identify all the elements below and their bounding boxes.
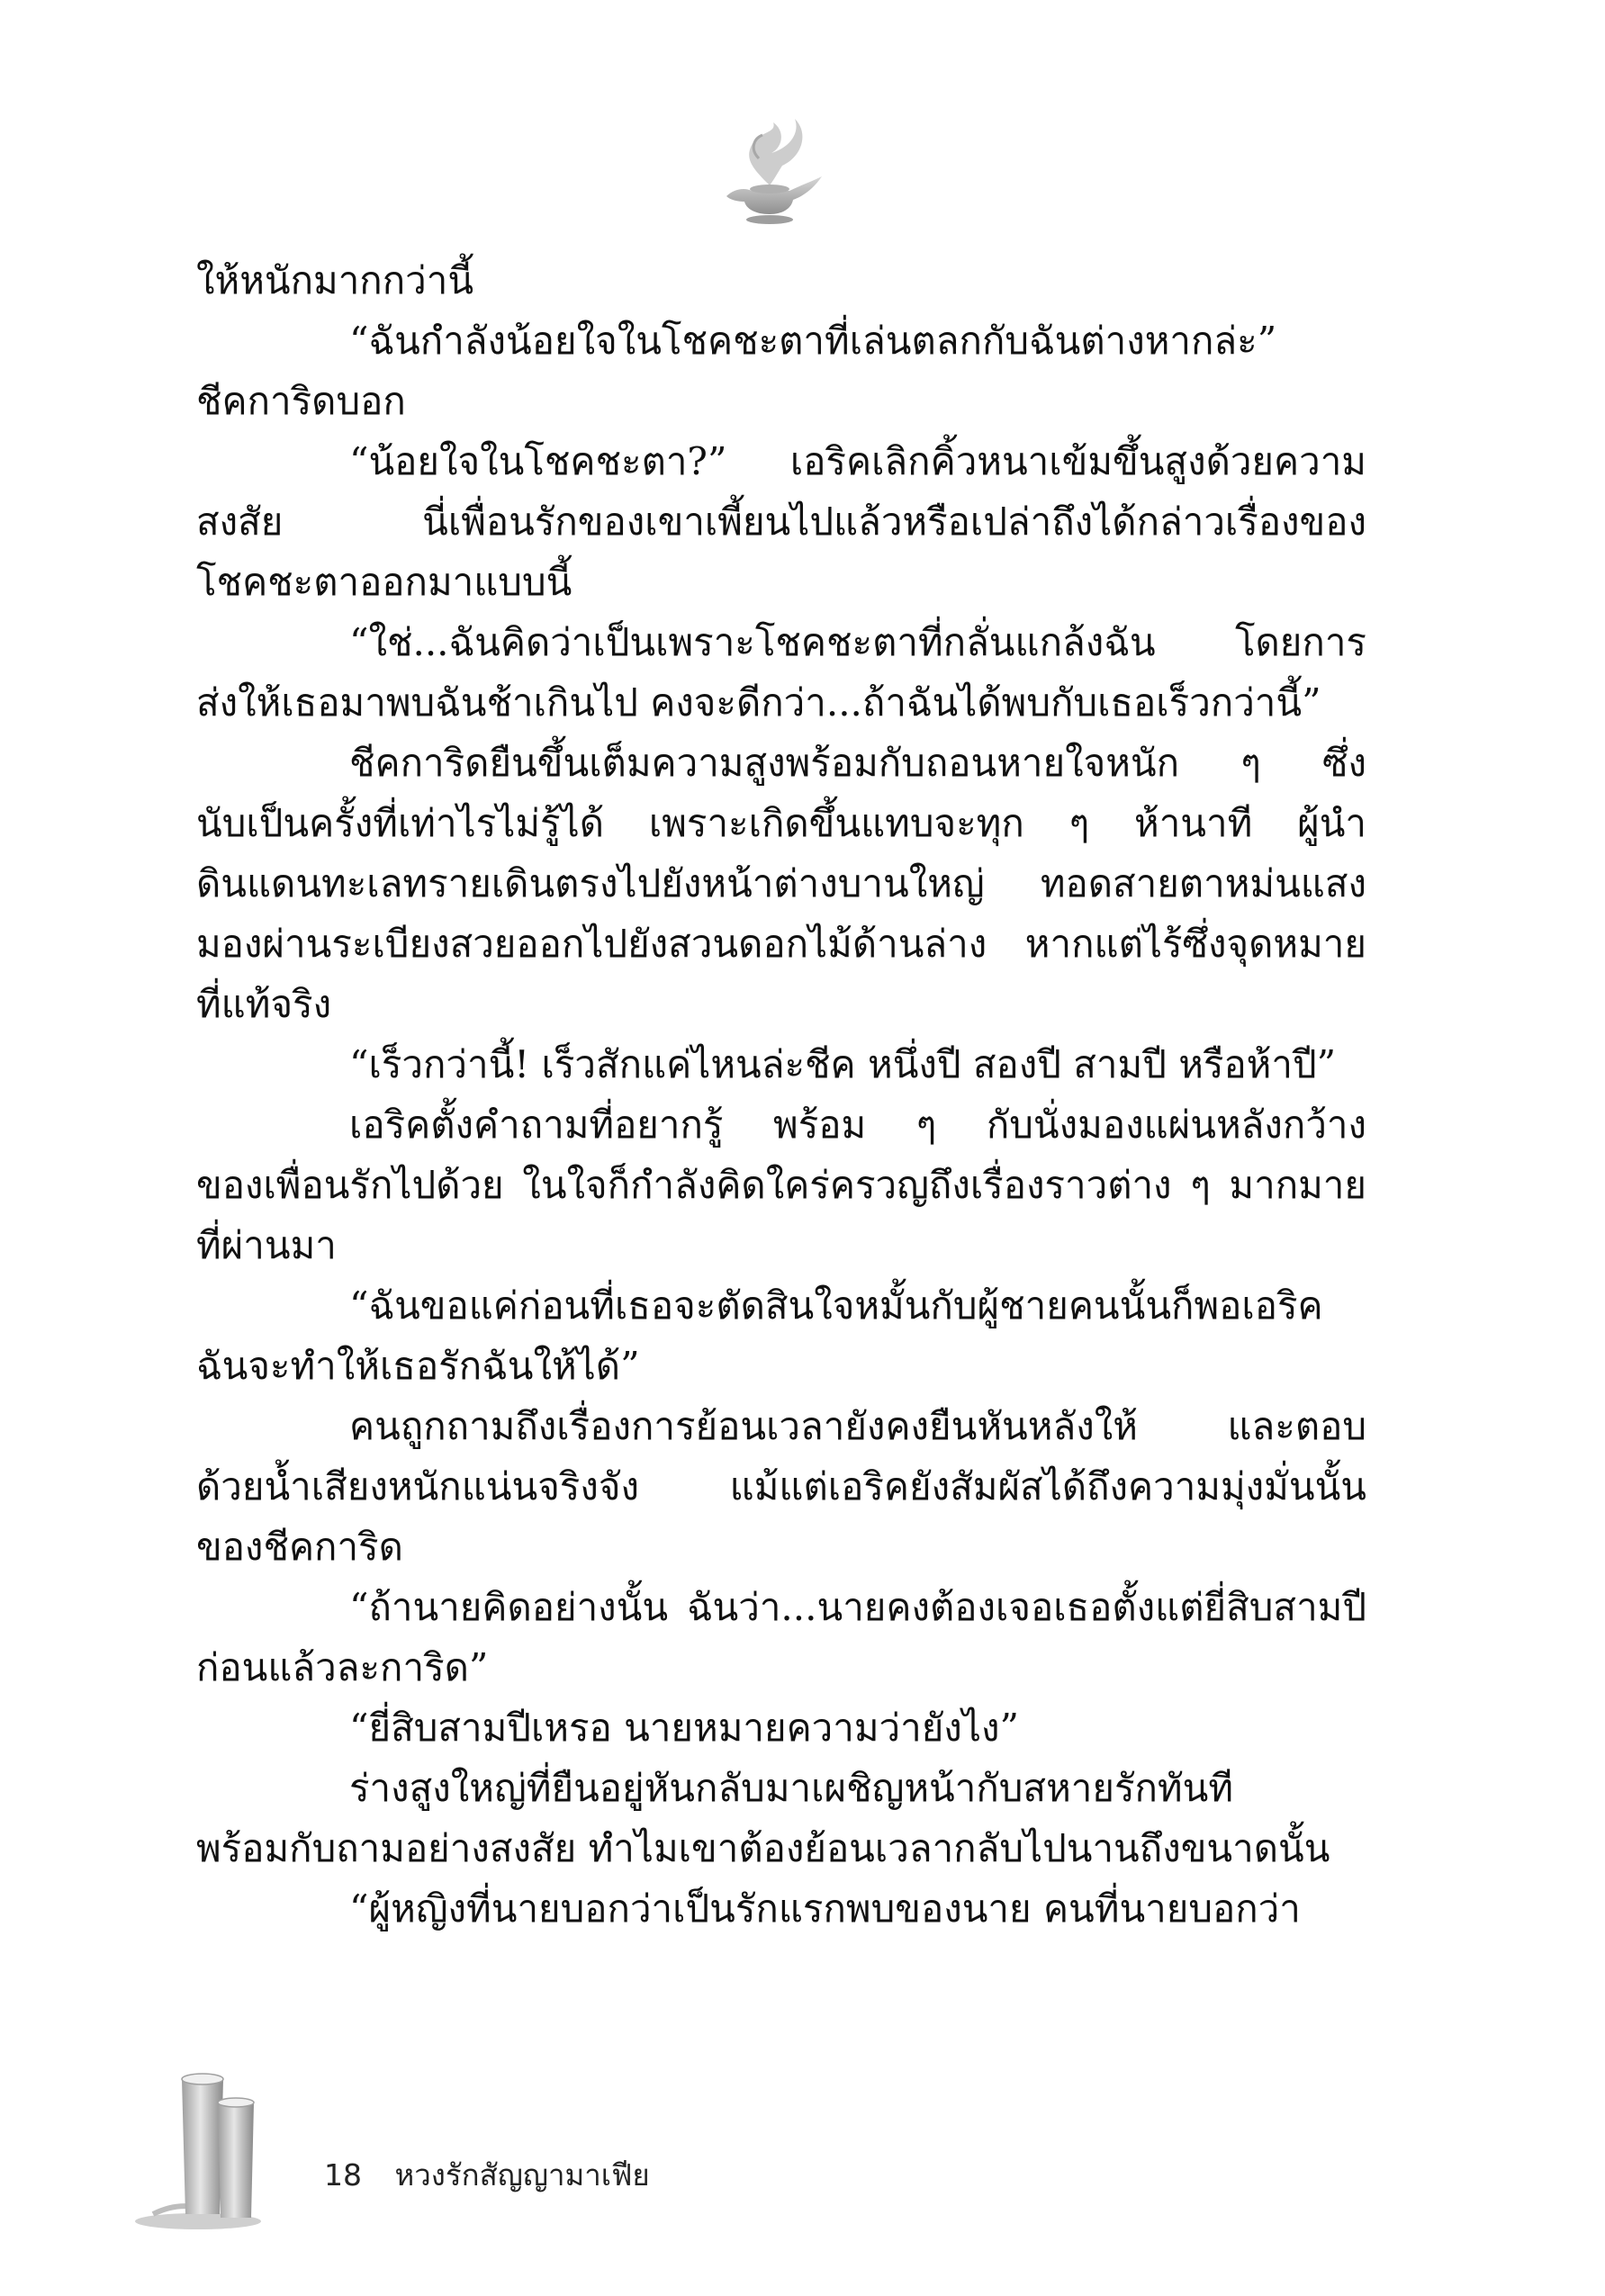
page-footer [324,2151,650,2199]
text-line: โชคชะตาออกมาแบบนี้ [196,560,573,604]
text-line: “ฉันกำลังน้อยใจในโชคชะตาที่เล่นตลกกับฉันต่างหากล่ะ” [349,319,1277,363]
text-line: นับเป็นครั้งที่เท่าไรไม่รู้ได้ เพราะเกิดขึ้นแทบจะทุก ๆ ห้านาที ผู้นำ [196,801,1366,845]
text-line: ร่างสูงใหญ่ที่ยืนอยู่หันกลับมาเผชิญหน้ากับสหายรักทันที [349,1766,1234,1810]
text-line: “ผู้หญิงที่นายบอกว่าเป็นรักแรกพบของนาย คนที่นายบอกว่า [349,1886,1301,1931]
text-line: สงสัย นี่เพื่อนรักของเขาเพี้ยนไปแล้วหรือเปล่าถึงได้กล่าวเรื่องของ [196,500,1366,544]
text-line: ของเพื่อนรักไปด้วย ในใจก็กำลังคิดใคร่ครวญถึงเรื่องราวต่าง ๆ มากมาย [196,1163,1366,1207]
text-line: “ใช่...ฉันคิดว่าเป็นเพราะโชคชะตาที่กลั่นแกล้งฉัน โดยการ [349,620,1366,664]
text-line: ชีคการิดบอก [196,379,406,423]
text-line: ให้หนักมากกว่านี้ [196,258,474,302]
genie-lamp-icon [707,106,833,232]
text-line: “ฉันขอแค่ก่อนที่เธอจะตัดสินใจหมั้นกับผู้ชายคนนั้นก็พอเอริค [349,1283,1323,1328]
page-number: 18 [324,2157,362,2192]
text-line: พร้อมกับถามอย่างสงสัย ทำไมเขาต้องย้อนเวลากลับไปนานถึงขนาดนั้น [196,1826,1330,1870]
text-line: ที่ผ่านมา [196,1223,337,1267]
text-line: มองผ่านระเบียงสวยออกไปยังสวนดอกไม้ด้านล่าง หากแต่ไร้ซึ่งจุดหมาย [196,922,1366,966]
text-line: ฉันจะทำให้เธอรักฉันให้ได้” [196,1344,640,1388]
text-line: คนถูกถามถึงเรื่องการย้อนเวลายังคงยืนหันหลังให้ และตอบ [349,1404,1366,1448]
text-line: เอริคตั้งคำถามที่อยากรู้ พร้อม ๆ กับนั่งมองแผ่นหลังกว้าง [349,1103,1366,1147]
text-line: ส่งให้เธอมาพบฉันช้าเกินไป คงจะดีกว่า...ถ้าฉันได้พบกับเธอเร็วกว่านี้” [196,680,1321,725]
text-line: ด้วยน้ำเสียงหนักแน่นจริงจัง แม้แต่เอริคยังสัมผัสได้ถึงความมุ่งมั่นนั้น [196,1464,1366,1508]
text-line: ที่แท้จริง [196,982,332,1026]
text-line: “เร็วกว่านี้! เร็วสักแค่ไหนล่ะชีค หนึ่งปี สองปี สามปี หรือห้าปี” [349,1042,1337,1086]
text-line: ชีคการิดยืนขึ้นเต็มความสูงพร้อมกับถอนหายใจหนัก ๆ ซึ่ง [349,741,1366,785]
text-line: ดินแดนทะเลทรายเดินตรงไปยังหน้าต่างบานใหญ่ ทอดสายตาหม่นแสง [196,861,1366,905]
text-line: ของชีคการิด [196,1525,403,1569]
text-line: “ยี่สิบสามปีเหรอ นายหมายความว่ายังไง” [349,1706,1019,1750]
text-line: “ถ้านายคิดอย่างนั้น ฉันว่า...นายคงต้องเจอเธอตั้งแต่ยี่สิบสามปี [349,1585,1366,1629]
milk-glasses-icon [135,2061,306,2232]
text-line: “น้อยใจในโชคชะตา?” เอริคเลิกคิ้วหนาเข้มขึ้นสูงด้วยความ [349,439,1366,483]
book-title: หวงรักสัญญามาเฟีย [394,2157,650,2192]
text-line: ก่อนแล้วละการิด” [196,1645,489,1689]
body-text [196,250,1366,1939]
